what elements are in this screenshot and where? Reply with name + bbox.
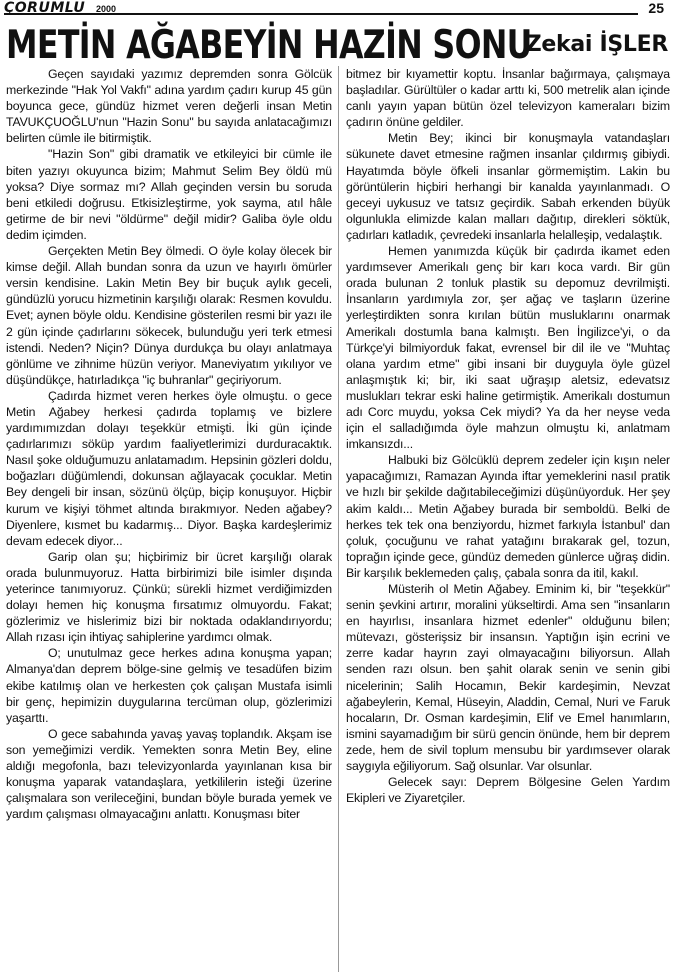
paragraph: Müsterih ol Metin Ağabey. Eminim ki, bir "teşekkür" senin şevkini artırır, moralini yükseltirdi. Ama sen "insanların en hayırlısı, insanlara hizmet edenler" olduğunu bilen; mütevazı, gösterişsiz bir insansın. Yaptığın işin ecrini ve zerre kadar hayrın zayi olmayacağını biliyorsun. Allah senden razı olsun. ben şahit olarak senin ve senin gibi nicelerinin; Salih Hocamın, Bekir kardeşimin, Nevzat ağabeylerin, Kemal, Hüseyin, Aladdin, Cemal, Nuri ve Faruk hocaların, Dr. Osman kardeşimin, Elif ve Emel hanımların, ismini sayamadığım bir sürü gencin önünde, hem bir deprem zede, hem de sivil toplum mensubu bir yardımsever olarak saygıyla eğiliyorum. Sağ olsunlar. Var olsunlar. — [346, 582, 670, 774]
article-author: Zekai İŞLER — [525, 32, 668, 57]
article-title: METİN AĞABEYİN HAZİN SONU — [6, 21, 532, 68]
paragraph: Geçen sayıdaki yazımız depremden sonra Gölcük merkezinde "Hak Yol Vakfı" adına yardım çadırı kurup 45 gün boyunca gece, gündüz hizmet veren değerli insan Metin TAVUKÇUOĞLU'nun "Hazin Sonu" bu sayıda anlatacağımızı belirten cümle ile bitirmiştik. — [6, 67, 332, 146]
page-number: 25 — [648, 0, 664, 16]
paragraph: Çadırda hizmet veren herkes öyle olmuştu. o gece Metin Ağabey herkesi çadırda toplamış ve bizlere yardımımızdan dolayı teşekkür etmişti. İki gün içinde çadırlarımızı söküp yardım faaliyetlerimizi durduracaktık. Nasıl şoke olduğumuzu anlatamadım. Hepsinin gözleri doldu, boğazları düğümlendi, dokunsan ağlayacak çocuklar. Metin Bey dengeli bir insan, sözünü ölçüp, biçip konuşuyor. Hiçbir kurum ve kişiyi töhmet altında bırakmıyor. Neden ağabey? Diyenlere, kısmet bu kadarmış... Diyor. Başka kardeşlerimiz devam edecek diyor... — [6, 388, 332, 548]
paragraph: Hemen yanımızda küçük bir çadırda ikamet eden yardımsever Amerikalı genç bir karı koca vardı. Bir gün orada bulunan 2 tonluk plastik su depomuz devrilmişti. İnsanların yardımıyla zor, şer ağaç ve taşların üzerine yerleştirdikten sonra kırılan bütün musluklarını onarmak Amerikalı dostumla bana kalmıştı. Ben İngilizce'yi, o da Türkçe'yi bilmiyorduk fakat, evrensel bir dil ile ve "Muhtaç olana yardım etme" gibi insani bir duyguyla öyle güzel anlaşmıştık ki; bir, iki saat uğraşıp aletsiz, edevatsız muslukları tekrar eski haline getirmiştik. Amerikalı dostumun adı Corc muydu, yoksa Cek miydi? Ya da her neyse veda için el salladığımda öyle mahzun olmuştu ki, anlatmam imkansızdı... — [346, 244, 670, 452]
paragraph-continuation: bitmez bir kıyamettir koptu. İnsanlar bağırmaya, çalışmaya başladılar. Gürültüler o kadar arttı ki, 500 metrelik alan içinde canlı yayın yapan bütün özel televizyon kameraları bizim çadırın önüne geldiler. — [346, 67, 670, 130]
left-column — [6, 66, 332, 822]
right-column — [346, 66, 670, 806]
paragraph: O; unutulmaz gece herkes adına konuşma yapan; Almanya'dan deprem bölge-sine gelmiş ve tesadüfen bizim ekibe katılmış olan ve herkesten çok çalışan Mustafa isimli bir genç, hepimizin duygularına tercüman olup, gözlerimizi yaşarttı. — [6, 646, 332, 725]
paragraph: Garip olan şu; hiçbirimiz bir ücret karşılığı olarak orada bulunmuyoruz. Hatta birbirimizi bile isimler dışında yeterince tanımıyoruz. Çünkü; sürekli hizmet verdiğimizden dolayı hemen hiç konuşma fırsatımız olmuyordu. Fakat; gözlerimiz ve hislerimiz bizi bir noktada odaklandırıyordu; Allah rızası için ihtiyaç sahiplerine yardımcı olmak. — [6, 549, 332, 645]
paragraph: "Hazin Son" gibi dramatik ve etkileyici bir cümle ile biten yazıyı okuyunca bizim; Mahmut Selim Bey öldü mü yoksa? Diye sormaz mı? Allah geçinden versin bu soruda beni etkiledi doğrusu. Etkisizleştirme, yok sayma, atıl hâle getirme de bir nevi "öldürme" değil midir? Galiba öyle oldu dedim içimden. — [6, 147, 332, 242]
column-divider — [338, 66, 339, 972]
paragraph: Halbuki biz Gölcüklü deprem zedeler için kışın neler yapacağımızı, Ramazan Ayında iftar yemeklerini nasıl pratik ve hızlı bir şekilde dağıtabileceğimizi düşünüyorduk. Her şey akim kaldı... Metin Ağabey burada bir semboldü. Belki de herkes tek tek ona benziyordu, hizmet farkıyla İstanbul' dan çoluk, çocuğunu ve rahat yatağını bırakarak gel, tozun, toprağın içinde gece, gündüz demeden günlerce uğraş didin. Bir karşılık beklemeden çalış, çabala sonra da itil, kakıl. — [346, 453, 670, 580]
paragraph: O gece sabahında yavaş yavaş toplandık. Akşam ise son yemeğimizi verdik. Yemekten sonra Metin Bey, eline aldığı megofonla, bazı televizyonlarda yayınlanan kısa bir konuşma yaparak vatandaşlara, yetkililerin isteği üzerine çalışmalara son verileceğini, bundan böyle burada yemek ve yardım çalışması olmayacağını anlattı. Konuşması biter — [6, 726, 332, 822]
paragraph: Gerçekten Metin Bey ölmedi. O öyle kolay ölecek bir kimse değil. Allah bundan sonra da uzun ve hayırlı ömürler versin kendisine. Lakin Metin Bey bir buçuk aylık geceli, gündüzlü yorucu hizmetinin karşılığı olarak: Resmen kovuldu. Evet; aynen böyle oldu. Kendisine gösterilen resmi bir yazı ile 2 gün içinde çadırlarını sökecek, bulunduğu yeri terk etmesi istendi. Neden? Niçin? Dünya durdukça bu olayı anlatmaya gönlüme ve zihnime hüzün veriyor. Maneviyatım yıkılıyor ve düşündükçe, hatırladıkça "iç buhranlar" geçiriyorum. — [6, 244, 332, 387]
header-rule — [4, 13, 638, 15]
publication-name: ÇORUMLU — [4, 0, 86, 16]
page-header — [0, 0, 674, 18]
publication-year: 2000 — [96, 4, 117, 14]
next-issue-note: Gelecek sayı: Deprem Bölgesine Gelen Yardım Ekipleri ve Ziyaretçiler. — [346, 775, 670, 806]
paragraph: Metin Bey; ikinci bir konuşmayla vatandaşları sükunete davet etmesine rağmen insanlar çıldırmış gibiydi. Hayatımda böyle öfkeli insanlar görmemiştim. Lakin bu görüntülerin hiçbiri herhangi bir kanalda yayınlanmadı. O geceyi uykusuz ve tatsız geçirdik. Sabah erkenden büyük olgunlukla elimizde kalan malları dağıtıp, direkleri söktük, çadırları katladık, çevredeki insanlarla helalleşip, vedalaştık. — [346, 131, 670, 242]
